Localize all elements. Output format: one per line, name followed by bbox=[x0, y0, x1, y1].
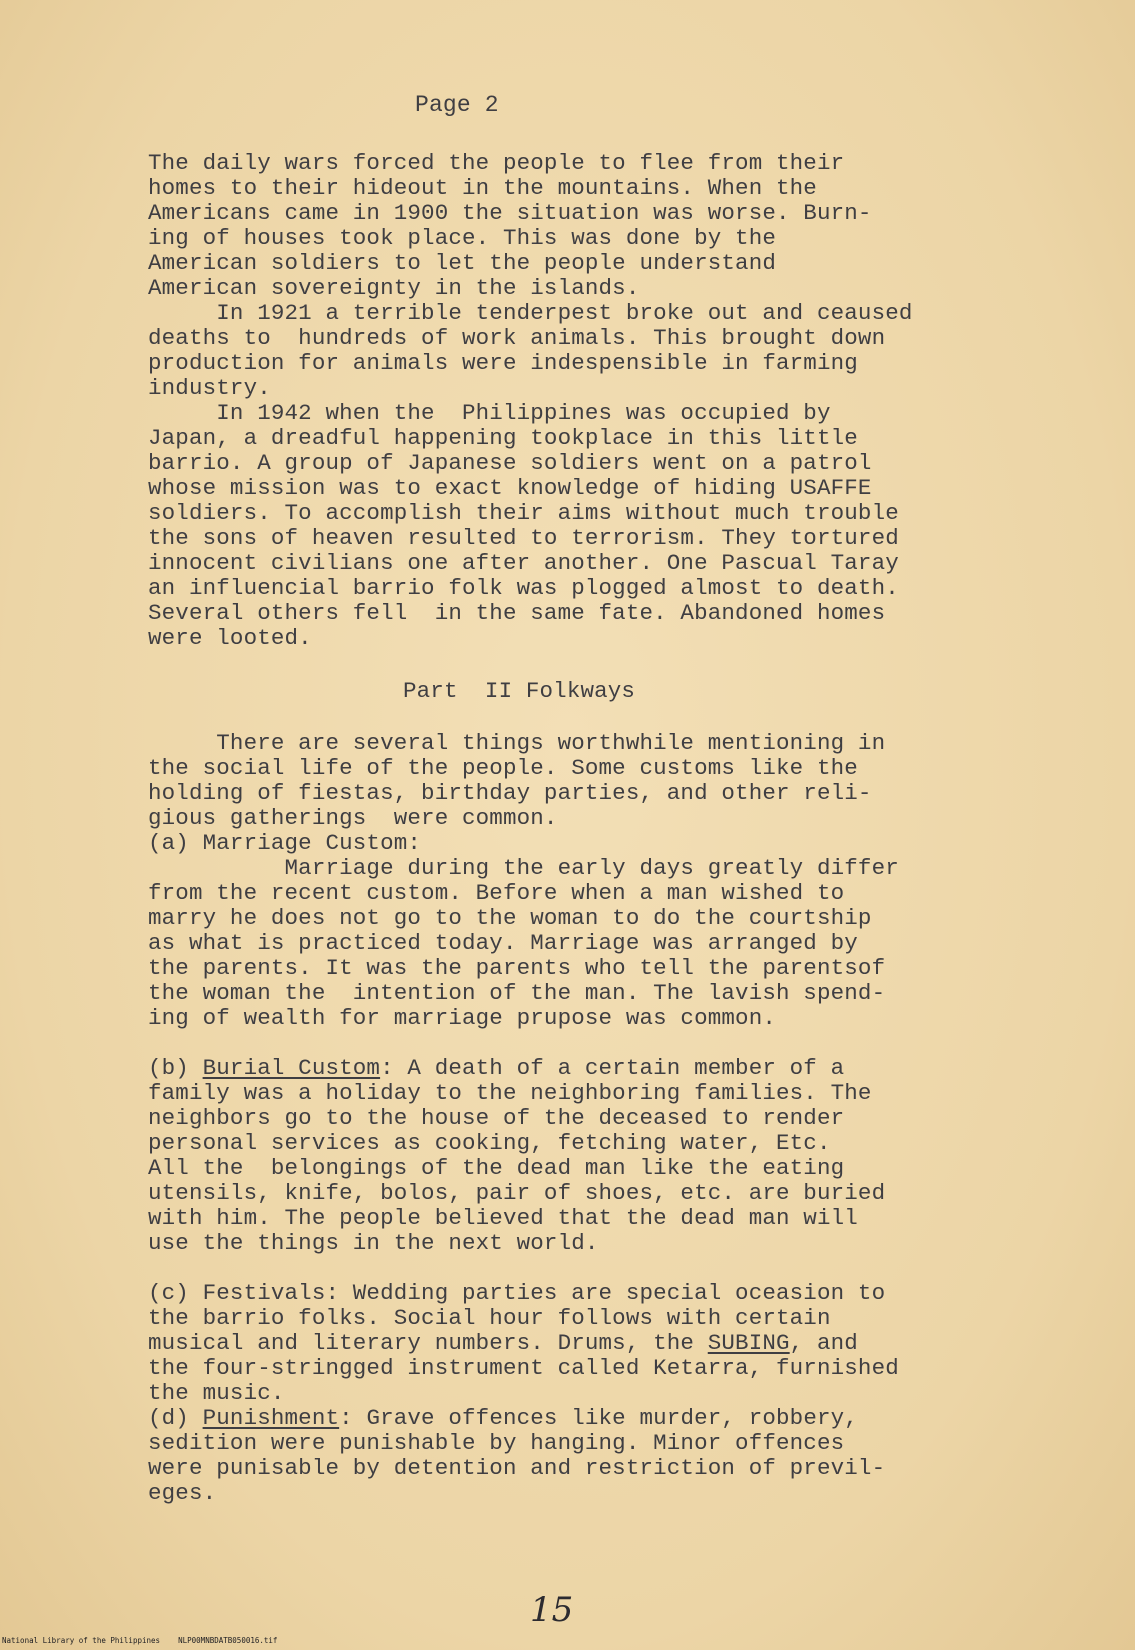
text-line: ing of wealth for marriage prupose was common. bbox=[148, 1005, 777, 1031]
text-line: In 1942 when the Philippines was occupied by bbox=[148, 400, 831, 426]
text-line: holding of fiestas, birthday parties, and other reli- bbox=[148, 780, 872, 806]
text-line: homes to their hideout in the mountains. When the bbox=[148, 175, 817, 201]
text-line: were looted. bbox=[148, 625, 312, 651]
text-line: Marriage during the early days greatly differ bbox=[148, 855, 899, 881]
text-line: an influencial barrio folk was plogged almost to death. bbox=[148, 575, 899, 601]
text-line: the barrio folks. Social hour follows with certain bbox=[148, 1305, 831, 1331]
text-line: the sons of heaven resulted to terrorism. They tortured bbox=[148, 525, 899, 551]
text-line: deaths to hundreds of work animals. This brought down bbox=[148, 325, 886, 351]
text-line: sedition were punishable by hanging. Minor offences bbox=[148, 1430, 845, 1456]
text-line: were punisable by detention and restriction of previl- bbox=[148, 1455, 886, 1481]
item-prefix: (d) bbox=[148, 1405, 203, 1431]
subsection-label: Burial Custom bbox=[202, 1055, 381, 1081]
item-prefix: (b) bbox=[148, 1055, 203, 1081]
text-run: musical and literary numbers. Drums, the bbox=[148, 1330, 708, 1356]
text-line: In 1921 a terrible tenderpest broke out and ceaused bbox=[148, 300, 913, 326]
text-line: (c) Festivals: Wedding parties are special oceasion to bbox=[148, 1280, 886, 1306]
text-line: use the things in the next world. bbox=[148, 1230, 599, 1256]
underlined-term: SUBING bbox=[707, 1330, 790, 1356]
text-line: the music. bbox=[148, 1380, 285, 1406]
text-line: production for animals were indespensible in farming bbox=[148, 350, 858, 376]
text-line: as what is practiced today. Marriage was arranged by bbox=[148, 930, 858, 956]
text-line: There are several things worthwhile mentioning in bbox=[148, 730, 886, 756]
text-line: ing of houses took place. This was done by the bbox=[148, 225, 777, 251]
text-line: American sovereignty in the islands. bbox=[148, 275, 640, 301]
text-run: : A death of a certain member of a bbox=[380, 1055, 845, 1081]
text-line: marry he does not go to the woman to do the courtship bbox=[148, 905, 872, 931]
text-run: : Grave offences like murder, robbery, bbox=[339, 1405, 858, 1431]
section-heading: Part II Folkways bbox=[403, 678, 636, 704]
text-run: , and bbox=[789, 1330, 858, 1356]
text-line: whose mission was to exact knowledge of hiding USAFFE bbox=[148, 475, 872, 501]
text-line: neighbors go to the house of the deceased to render bbox=[148, 1105, 845, 1131]
text-line: family was a holiday to the neighboring families. The bbox=[148, 1080, 872, 1106]
text-line: the four-stringged instrument called Ketarra, furnished bbox=[148, 1355, 899, 1381]
text-line: eges. bbox=[148, 1480, 217, 1506]
text-line: gious gatherings were common. bbox=[148, 805, 558, 831]
text-line: The daily wars forced the people to flee from their bbox=[148, 150, 845, 176]
text-line bbox=[148, 1055, 844, 1081]
text-line bbox=[148, 1330, 858, 1356]
text-line: industry. bbox=[148, 375, 271, 401]
text-line: Several others fell in the same fate. Abandoned homes bbox=[148, 600, 886, 626]
text-line: soldiers. To accomplish their aims without much trouble bbox=[148, 500, 899, 526]
text-line: barrio. A group of Japanese soldiers went on a patrol bbox=[148, 450, 872, 476]
subsection-label: (a) Marriage Custom: bbox=[148, 830, 422, 856]
text-line: the woman the intention of the man. The lavish spend- bbox=[148, 980, 886, 1006]
text-line: Americans came in 1900 the situation was worse. Burn- bbox=[148, 200, 872, 226]
text-line: utensils, knife, bolos, pair of shoes, etc. are buried bbox=[148, 1180, 886, 1206]
handwritten-page-number: 15 bbox=[530, 1590, 574, 1630]
text-line: the social life of the people. Some customs like the bbox=[148, 755, 858, 781]
text-line: with him. The people believed that the dead man will bbox=[148, 1205, 858, 1231]
page-header: Page 2 bbox=[415, 92, 499, 118]
subsection-label: Punishment bbox=[202, 1405, 340, 1431]
text-line: innocent civilians one after another. One Pascual Taray bbox=[148, 550, 899, 576]
text-line: All the belongings of the dead man like the eating bbox=[148, 1155, 845, 1181]
text-line: Japan, a dreadful happening tookplace in this little bbox=[148, 425, 858, 451]
text-line: the parents. It was the parents who tell the parentsof bbox=[148, 955, 886, 981]
footer-caption: National Library of the Philippines NLP00MNBDATB050016.tif bbox=[2, 1636, 278, 1645]
text-line bbox=[148, 1405, 858, 1431]
text-line: American soldiers to let the people understand bbox=[148, 250, 777, 276]
text-line: personal services as cooking, fetching water, Etc. bbox=[148, 1130, 831, 1156]
text-line: from the recent custom. Before when a man wished to bbox=[148, 880, 845, 906]
